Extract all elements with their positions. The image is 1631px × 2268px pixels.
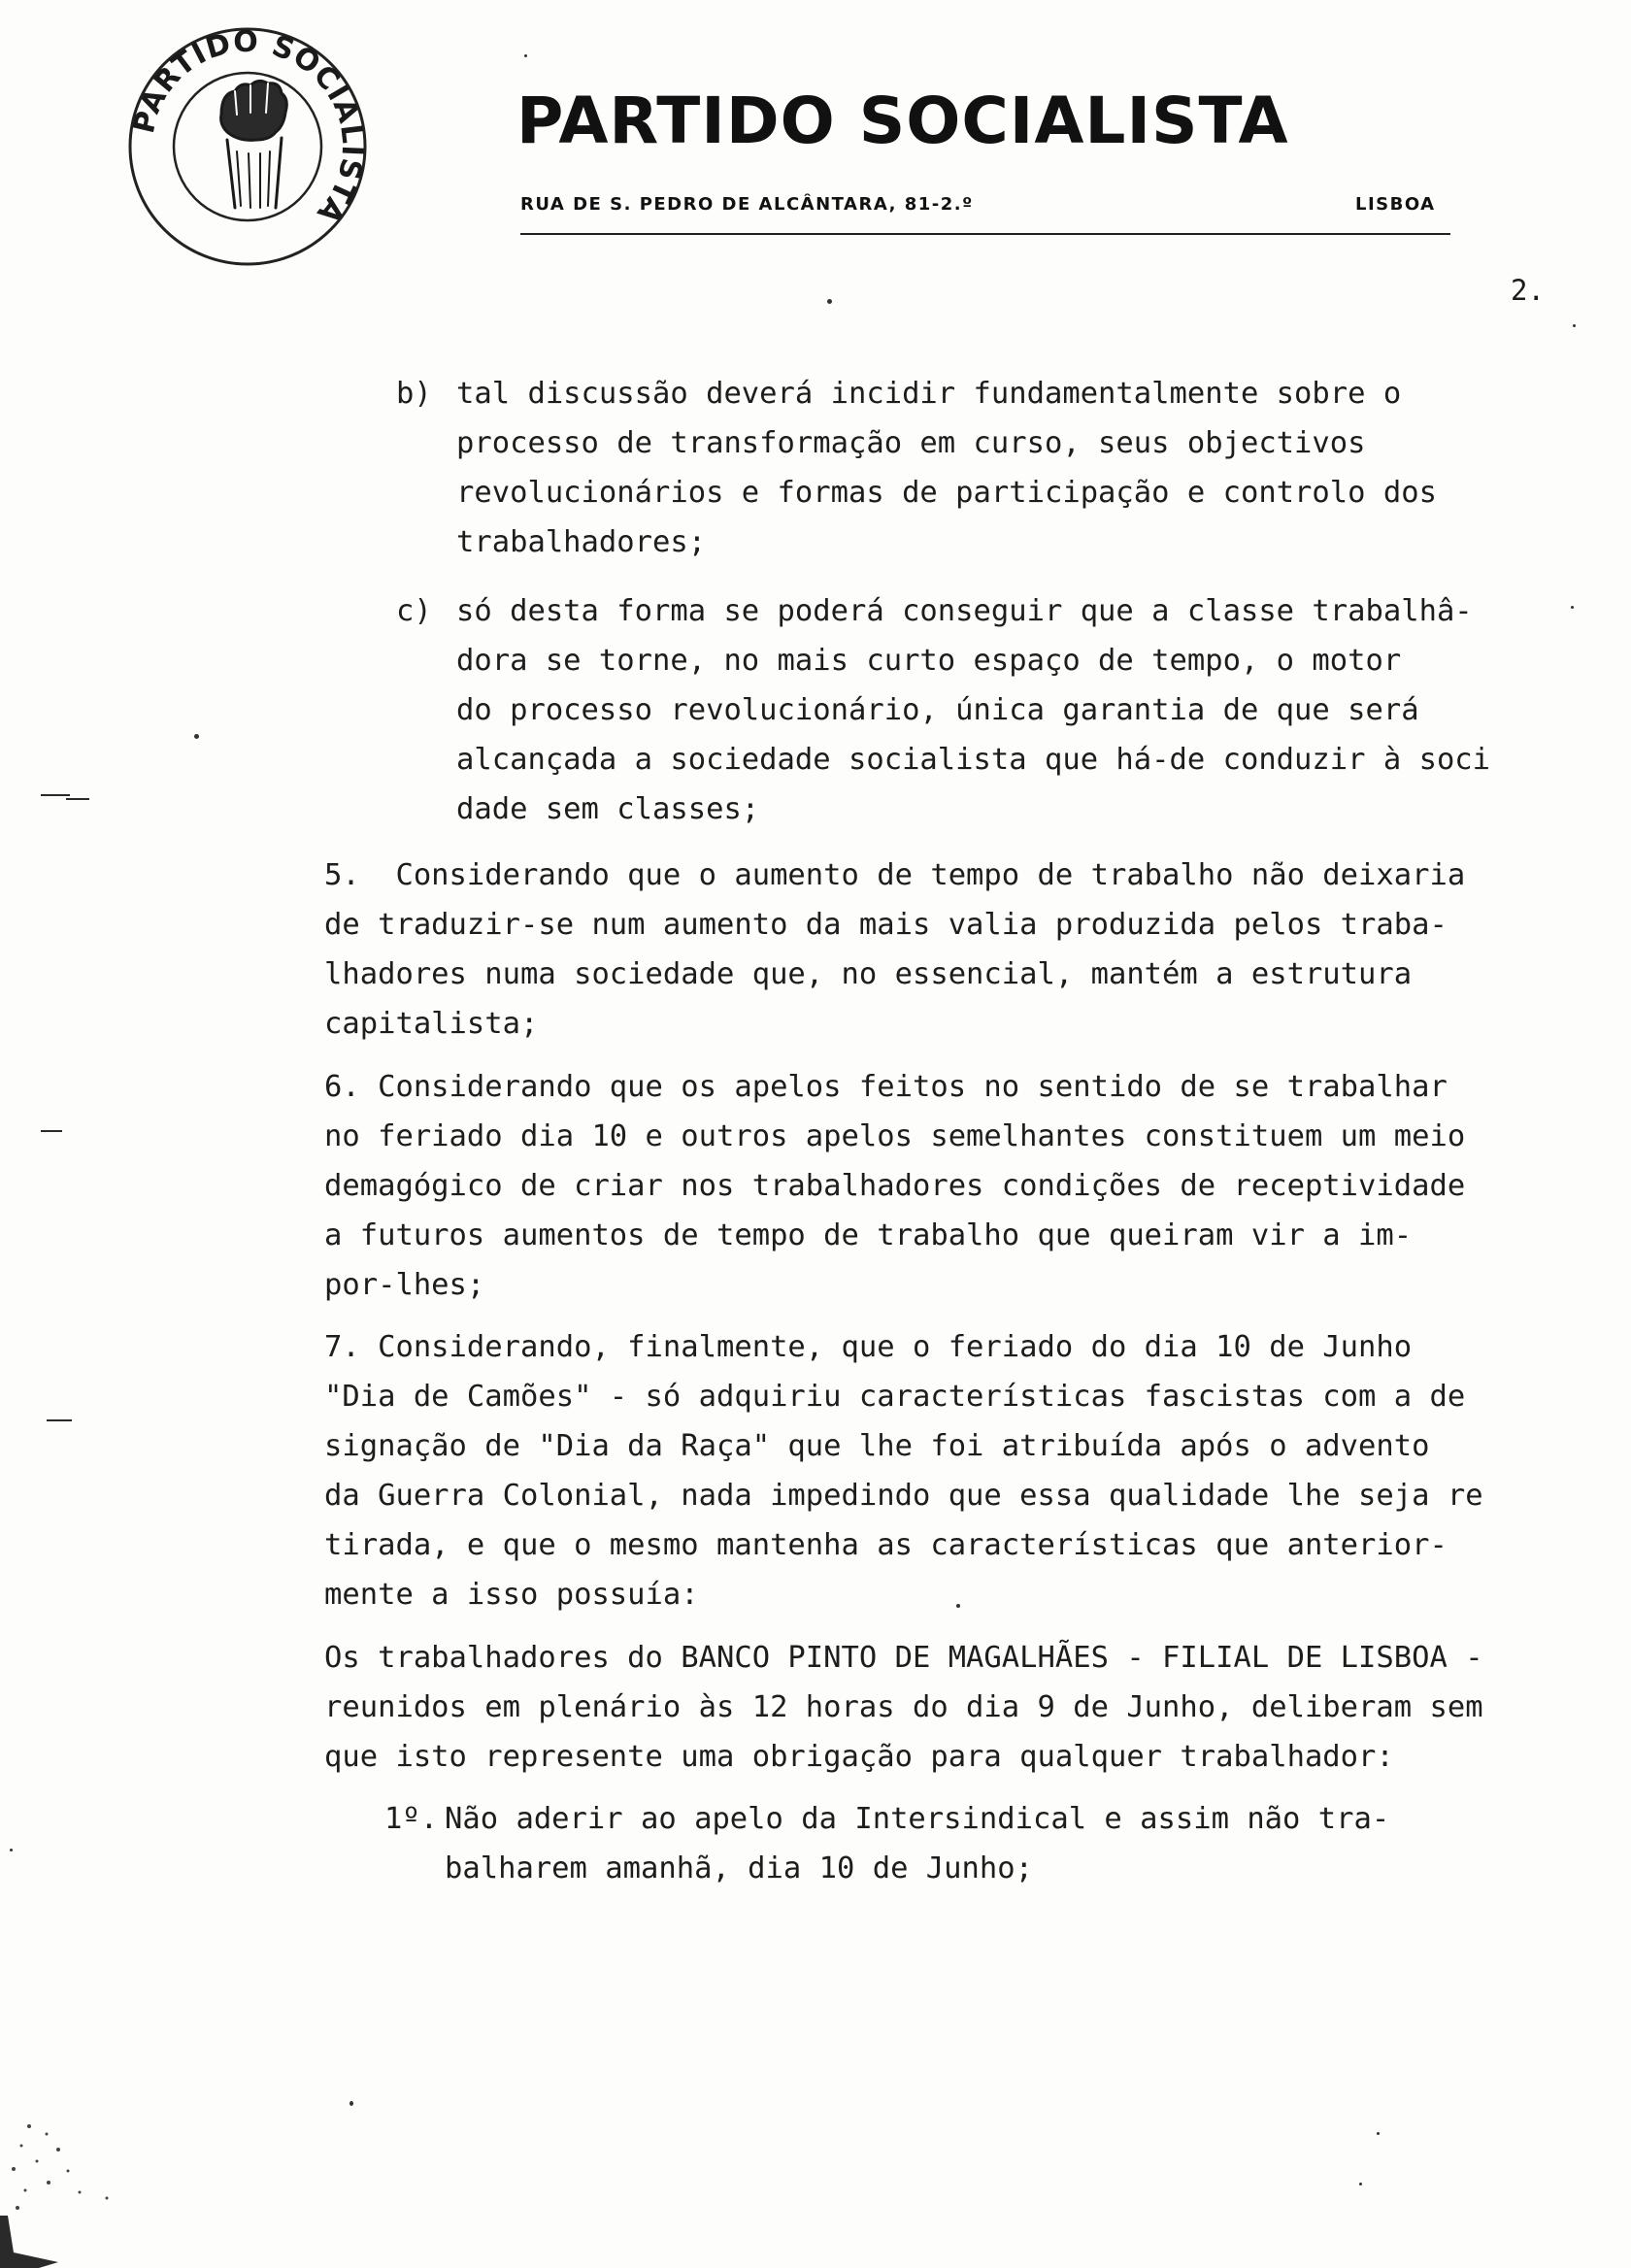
scan-speck [1377,2132,1380,2135]
resolution-intro [324,1633,1596,1782]
organization-name: PARTIDO SOCIALISTA [516,83,1289,158]
scan-speck [827,299,832,304]
text-line: por-lhes; [324,1268,485,1302]
text-line: demagógico de criar nos trabalhadores condições de receptividade [324,1169,1466,1203]
text-line: capitalista; [324,1007,539,1041]
text-line: lhadores numa sociedade que, no essencial, mantém a estrutura [324,957,1413,991]
scan-speck [1571,606,1574,609]
scan-mark [47,1419,72,1421]
text-line: 6. Considerando que os apelos feitos no sentido de se trabalhar [324,1070,1448,1104]
text-line: alcançada a sociedade socialista que há-de conduzir à soci [456,743,1491,777]
text-line: 7. Considerando, finalmente, que o feriado do dia 10 de Junho [324,1330,1413,1364]
list-marker: c) [396,594,432,628]
list-marker: b) [396,377,432,411]
text-line: signação de "Dia da Raça" que lhe foi atribuída após o advento [324,1429,1430,1463]
text-line: só desta forma se poderá conseguir que a classe trabalhâ- [456,594,1473,628]
scan-speck [1573,324,1576,327]
party-seal-logo [126,25,369,268]
scan-speck [10,1849,13,1851]
text-line: da Guerra Colonial, nada impedindo que essa qualidade lhe seja re [324,1479,1483,1513]
scan-speck [194,734,199,739]
scan-speck [1359,2183,1362,2185]
scan-smudge [0,2107,165,2268]
page-number: 2. [1511,274,1545,307]
text-line: tirada, e que o mesmo mantenha as características que anterior- [324,1528,1448,1562]
scan-speck [350,2101,353,2106]
seal-text: PARTIDO SOCIALISTA [126,25,369,230]
scan-speck [956,1604,960,1608]
text-line: processo de transformação em curso, seus objectivos [456,426,1366,460]
scan-speck [524,54,527,57]
organization-address: RUA DE S. PEDRO DE ALCÂNTARA, 81-2.º [520,194,974,215]
text-line: revolucionários e formas de participação e controlo dos [456,476,1437,510]
deliberation-item-1 [384,1794,1588,1893]
paragraph-5 [324,850,1596,1049]
scan-mark [41,1130,62,1132]
paragraph-7 [324,1322,1596,1619]
text-line: a futuros aumentos de tempo de trabalho que queiram vir a im- [324,1218,1413,1252]
scan-mark [41,794,70,796]
text-line: reunidos em plenário às 12 horas do dia 9 de Junho, deliberam sem [324,1690,1483,1724]
list-item-b [396,369,1590,567]
header-divider [520,233,1450,235]
text-line: balharem amanhã, dia 10 de Junho; [445,1851,1033,1885]
raised-fist-icon [221,81,287,208]
text-line: no feriado dia 10 e outros apelos semelhantes constituem um meio [324,1119,1466,1153]
deliberation-marker: 1º. [384,1802,439,1836]
list-item-c [396,586,1590,834]
text-line: que isto represente uma obrigação para qualquer trabalhador: [324,1740,1394,1774]
paragraph-6 [324,1062,1596,1310]
text-line: mente a isso possuía: [324,1578,699,1612]
text-line: do processo revolucionário, única garantia de que será [456,693,1419,727]
text-line: tal discussão deverá incidir fundamentalmente sobre o [456,377,1402,411]
text-line: 5. Considerando que o aumento de tempo de trabalho não deixaria [324,858,1466,892]
organization-city: LISBOA [1355,194,1436,215]
text-line: Os trabalhadores do BANCO PINTO DE MAGALHÃES - FILIAL DE LISBOA - [324,1641,1483,1675]
text-line: de traduzir-se num aumento da mais valia produzida pelos traba- [324,908,1448,942]
text-line: dade sem classes; [456,792,760,826]
text-line: dora se torne, no mais curto espaço de tempo, o motor [456,644,1402,678]
scan-mark [66,798,89,800]
text-line: "Dia de Camões" - só adquiriu características fascistas com a de [324,1380,1466,1414]
text-line: Não aderir ao apelo da Intersindical e assim não tra- [445,1802,1390,1836]
text-line: trabalhadores; [456,525,707,559]
